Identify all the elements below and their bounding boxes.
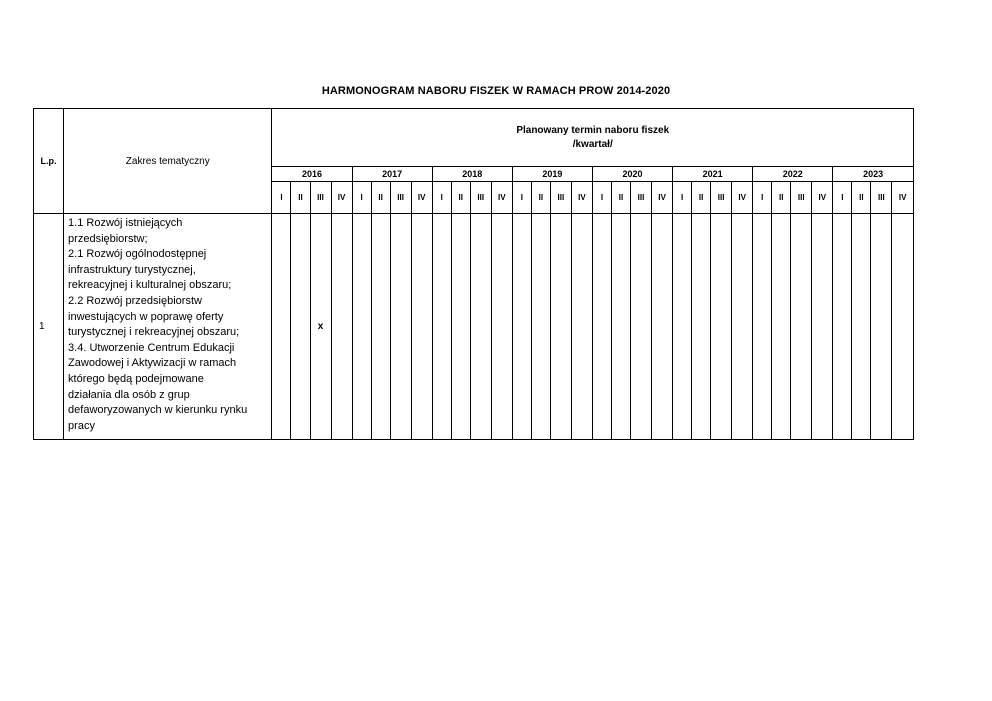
schedule-cell	[852, 214, 871, 440]
quarter-header: III	[310, 182, 331, 214]
topic-line: pracy	[68, 419, 95, 432]
table-row	[34, 214, 914, 440]
quarter-header: IV	[491, 182, 512, 214]
schedule-cell	[772, 214, 791, 440]
schedule-cell	[291, 214, 310, 440]
quarter-header: II	[451, 182, 470, 214]
quarter-header: IV	[411, 182, 432, 214]
quarter-header: IV	[571, 182, 592, 214]
schedule-cell	[652, 214, 673, 440]
quarter-header: III	[631, 182, 652, 214]
year-header: 2019	[512, 167, 592, 182]
quarter-header: II	[611, 182, 630, 214]
topic-line: inwestujących w poprawę oferty	[68, 310, 224, 323]
quarter-header: I	[833, 182, 852, 214]
quarter-header: I	[592, 182, 611, 214]
year-header: 2021	[673, 167, 753, 182]
quarter-header: IV	[331, 182, 352, 214]
quarter-header: I	[673, 182, 692, 214]
quarter-header: II	[772, 182, 791, 214]
quarter-header: III	[871, 182, 892, 214]
schedule-cell	[411, 214, 432, 440]
quarter-header: I	[512, 182, 531, 214]
schedule-cell	[352, 214, 371, 440]
topic-line: którego będą podejmowane	[68, 372, 204, 385]
quarter-header: I	[432, 182, 451, 214]
topic-line: działania dla osób z grup	[68, 388, 190, 401]
schedule-cell	[491, 214, 512, 440]
quarter-header: II	[692, 182, 711, 214]
schedule-cell	[390, 214, 411, 440]
quarter-header: IV	[892, 182, 914, 214]
year-header: 2020	[592, 167, 672, 182]
topic-line: 1.1 Rozwój istniejących	[68, 217, 183, 229]
topic-line: 3.4. Utworzenie Centrum Edukacji	[68, 341, 235, 354]
topic-line: infrastruktury turystycznej,	[68, 263, 196, 276]
schedule-cell	[272, 214, 291, 440]
schedule-table	[33, 108, 914, 440]
schedule-cell	[871, 214, 892, 440]
quarter-header: II	[852, 182, 871, 214]
schedule-cell	[631, 214, 652, 440]
schedule-cell	[692, 214, 711, 440]
topic-line: przedsiębiorstw;	[68, 232, 148, 245]
topic-line: Zawodowej i Aktywizacji w ramach	[68, 357, 237, 370]
schedule-cell	[571, 214, 592, 440]
schedule-cell	[512, 214, 531, 440]
schedule-cell	[371, 214, 390, 440]
schedule-cell	[812, 214, 833, 440]
quarter-header: III	[711, 182, 732, 214]
topic-line: 2.2 Rozwój przedsiębiorstw	[68, 294, 202, 307]
schedule-cell	[470, 214, 491, 440]
schedule-cell	[833, 214, 852, 440]
quarter-header: I	[753, 182, 772, 214]
year-header: 2018	[432, 167, 512, 182]
schedule-cell	[550, 214, 571, 440]
page-title: HARMONOGRAM NABORU FISZEK W RAMACH PROW 2014-2020	[321, 85, 671, 97]
year-header: 2022	[753, 167, 833, 182]
quarter-header: IV	[812, 182, 833, 214]
schedule-cell	[711, 214, 732, 440]
quarter-header: III	[791, 182, 812, 214]
schedule-cell	[451, 214, 470, 440]
quarter-header: III	[470, 182, 491, 214]
planned-term-header	[272, 109, 914, 167]
quarter-header: I	[352, 182, 371, 214]
quarter-header: IV	[732, 182, 753, 214]
topic-cell	[64, 214, 272, 440]
quarter-header: II	[291, 182, 310, 214]
planned-term-header-line2: /kwartał/	[572, 138, 613, 150]
schedule-cell	[753, 214, 772, 440]
schedule-cell	[432, 214, 451, 440]
quarter-header: III	[550, 182, 571, 214]
schedule-cell	[592, 214, 611, 440]
planned-term-header-line1: Planowany termin naboru fiszek	[516, 124, 670, 136]
quarter-header: IV	[652, 182, 673, 214]
quarter-header: I	[272, 182, 291, 214]
lp-header: L.p.	[34, 109, 64, 214]
schedule-cell	[791, 214, 812, 440]
quarter-header: II	[531, 182, 550, 214]
year-header: 2017	[352, 167, 432, 182]
schedule-cell	[673, 214, 692, 440]
quarter-header: III	[390, 182, 411, 214]
schedule-cell	[331, 214, 352, 440]
schedule-cell	[732, 214, 753, 440]
quarter-header: II	[371, 182, 390, 214]
topic-line: rekreacyjnej i kulturalnej obszaru;	[68, 279, 232, 292]
topic-line: 2.1 Rozwój ogólnodostępnej	[68, 248, 207, 261]
topic-line: defaworyzowanych w kierunku rynku	[68, 404, 248, 417]
year-header: 2023	[833, 167, 914, 182]
year-header: 2016	[272, 167, 352, 182]
lp-cell: 1	[34, 214, 64, 440]
schedule-mark: x	[310, 214, 331, 440]
schedule-cell	[531, 214, 550, 440]
schedule-cell	[892, 214, 914, 440]
schedule-cell	[611, 214, 630, 440]
header-row	[34, 109, 914, 167]
topic-header: Zakres tematyczny	[64, 109, 272, 214]
topic-line: turystycznej i rekreacyjnej obszaru;	[68, 326, 240, 339]
